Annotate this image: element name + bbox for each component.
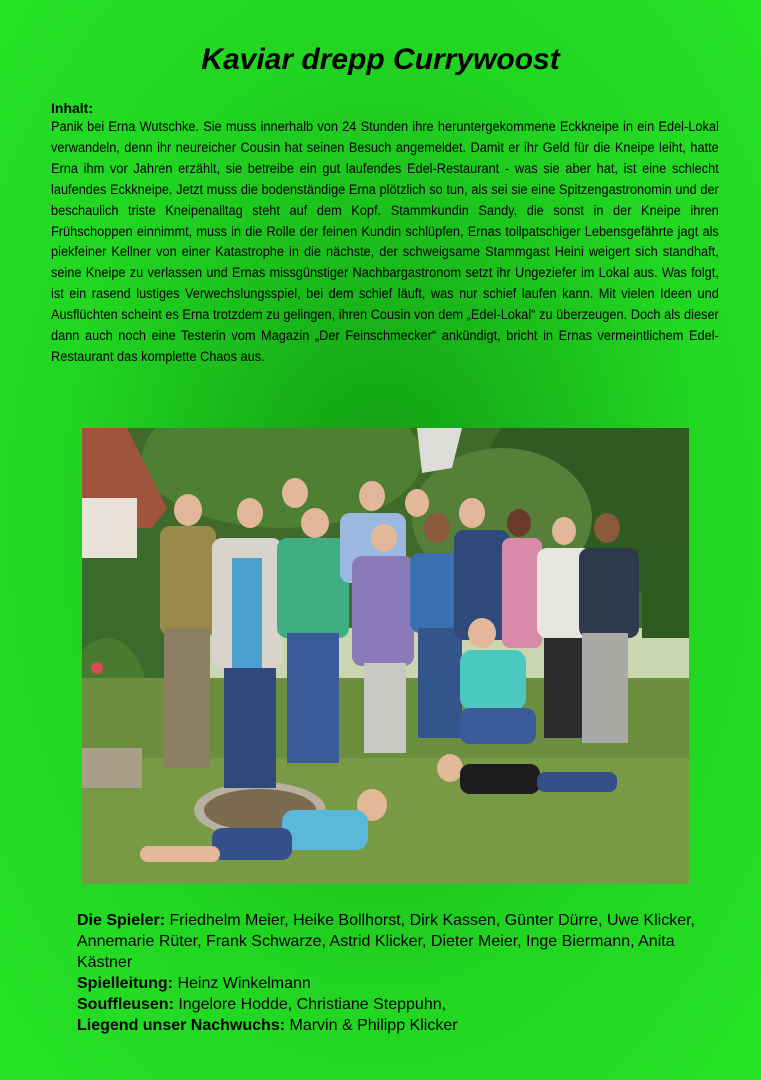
- kids-names: Marvin & Philipp Klicker: [285, 1017, 458, 1034]
- group-photo: [82, 428, 689, 884]
- prompters-label: Souffleusen:: [77, 996, 174, 1013]
- direction-name: Heinz Winkelmann: [173, 975, 311, 992]
- prompters-names: Ingelore Hodde, Christiane Steppuhn,: [173, 996, 447, 1013]
- synopsis-text: Panik bei Erna Wutschke. Sie muss innerhalb von 24 Stunden ihre heruntergekommene Eckkneipe in ein Edel-Lokal verwandeln, denn ihr neureicher Cousin hat seinen Besuch angemeldet. Damit er ihr Geld für die Kneipe leiht, hatte Erna ihm vor Jahren erzählt, sie betreibe ein gut laufendes Edel-Restaurant - was sie aber hat, ist eine schlecht laufendes Eckkneipe. Jetzt muss die bodenständige Erna plötzlich so tun, als sei sie eine Spitzengastronomin und der beschaulich triste Kneipenalltag steht auf dem Kopf. Stammkundin Sandy, die sonst in der Kneipe ihren Frühschoppen einnimmt, muss in die Rolle der feinen Kundin schlüpfen, Ernas tollpatschiger Lebensgefährte jagt als piekfeiner Kellner von einer Katastrophe in die nächste, der schweigsame Stammgast Heini weigert sich standhaft, seine Kneipe zu verlassen und Ernas missgünstiger Nachbargastronom setzt ihr Ungeziefer im Lokal aus. Was folgt, ist ein rasend lustiges Verwechslungsspiel, bei dem schief läuft, was nur schief laufen kann. Mit vielen Ideen und Ausflüchten scheint es Erna trotzdem zu gelingen, ihren Cousin von dem „Edel-Lokal“ zu überzeugen. Doch als dieser dann auch noch eine Testerin vom Magazin „Der Feinschmecker“ ankündigt, bricht in Ernas vermeintlichem Edel-Restaurant das komplette Chaos aus.: [51, 119, 719, 365]
- synopsis-section: [51, 99, 719, 368]
- credits-section: [77, 910, 717, 1036]
- direction-label: Spielleitung:: [77, 975, 173, 992]
- synopsis-heading: Inhalt:: [51, 100, 93, 116]
- players-list: Friedhelm Meier, Heike Bollhorst, Dirk Kassen, Günter Dürre, Uwe Klicker, Annemarie Rüter, Frank Schwarze, Astrid Klicker, Dieter Meier, Inge Biermann, Anita Kästner: [77, 912, 695, 971]
- page-title: Kaviar drepp Currywoost: [201, 43, 560, 76]
- kids-label: Liegend unser Nachwuchs:: [77, 1017, 286, 1034]
- players-label: Die Spieler:: [77, 912, 166, 929]
